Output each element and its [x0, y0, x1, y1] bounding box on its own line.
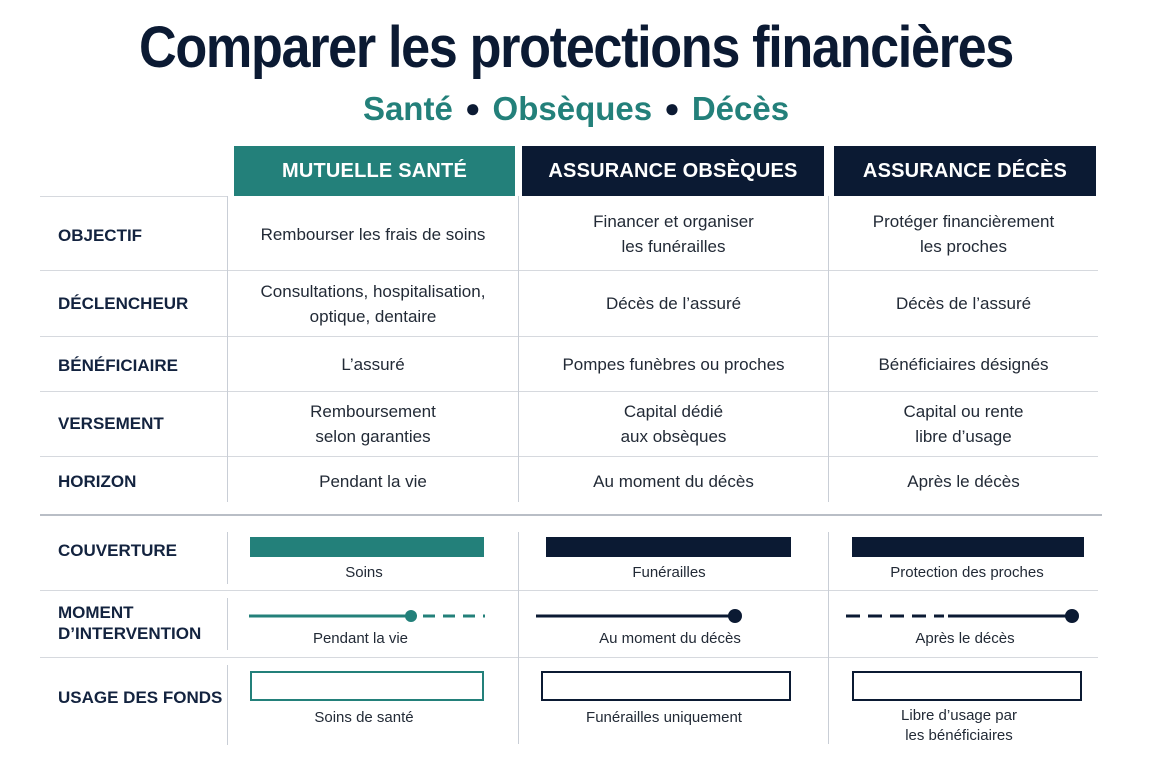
cell-line: Remboursement — [310, 402, 436, 421]
cell-objectif-mutuelle — [228, 198, 518, 270]
cell-line: libre d’usage — [915, 427, 1012, 446]
bullet-icon: ● — [664, 93, 680, 123]
moment-caption-obseques: Au moment du décès — [599, 630, 741, 647]
cell-line: Financer et organiser — [593, 212, 754, 231]
cell-line: Rembourser les frais de soins — [260, 224, 486, 244]
page-title: Comparer les protections financières — [139, 15, 1013, 80]
cell-versement-deces — [829, 392, 1098, 456]
cell-line: Capital ou rente — [903, 402, 1024, 421]
timeline-obseques — [534, 606, 749, 626]
cell-line: optique, dentaire — [309, 306, 437, 326]
row-label-moment — [58, 602, 201, 644]
column-header-mutuelle: MUTUELLE SANTÉ — [234, 146, 515, 196]
cell-line: Pompes funèbres ou proches — [562, 354, 785, 374]
coverage-bar-obseques — [546, 537, 791, 557]
moment-caption-deces: Après le décès — [915, 630, 1015, 647]
cell-line: Au moment du décès — [593, 471, 754, 491]
cell-beneficiaire-mutuelle — [228, 337, 518, 391]
subtitle-deces: Décès — [691, 90, 790, 127]
row-label-objectif: OBJECTIF — [58, 226, 143, 245]
row-label-couverture: COUVERTURE — [58, 541, 178, 560]
column-divider — [227, 665, 228, 745]
subtitle-obseques: Obsèques — [492, 90, 653, 127]
usage-box-obseques — [541, 671, 791, 701]
usage-box-deces — [852, 671, 1082, 701]
cell-line: L’assuré — [341, 354, 405, 374]
cell-line: les proches — [920, 237, 1007, 256]
subtitle-sante: Santé — [362, 90, 453, 127]
cell-versement-obseques — [519, 392, 828, 456]
row-label-line: MOMENT — [58, 603, 134, 622]
cell-line: Après le décès — [907, 471, 1020, 491]
caption-line: Libre d’usage par — [901, 707, 1017, 724]
row-divider — [40, 657, 1098, 658]
coverage-caption-deces: Protection des proches — [890, 564, 1044, 581]
cell-declencheur-mutuelle — [228, 271, 518, 336]
cell-line: Décès de l’assuré — [895, 294, 1032, 313]
page-subtitle — [0, 90, 1152, 128]
cell-objectif-obseques — [519, 198, 828, 270]
cell-line: Protéger financièrement — [872, 212, 1055, 231]
row-label-line: D’INTERVENTION — [58, 624, 202, 643]
caption-line: les bénéficiaires — [905, 727, 1013, 744]
moment-caption-mutuelle: Pendant la vie — [312, 630, 409, 647]
row-divider — [40, 196, 228, 197]
coverage-bar-mutuelle — [250, 537, 484, 557]
cell-line: selon garanties — [315, 427, 431, 446]
coverage-caption-mutuelle: Soins — [345, 564, 383, 581]
cell-versement-mutuelle — [228, 392, 518, 456]
timeline-marker — [405, 610, 417, 622]
coverage-bar-deces — [852, 537, 1084, 557]
section-divider — [40, 514, 1102, 516]
cell-line: Pendant la vie — [319, 471, 427, 491]
row-label-beneficiaire: BÉNÉFICIAIRE — [58, 356, 178, 375]
row-divider — [40, 590, 1098, 591]
cell-declencheur-deces — [829, 271, 1098, 336]
timeline-marker — [728, 609, 742, 623]
cell-line: Décès de l’assuré — [605, 294, 742, 313]
cell-declencheur-obseques — [519, 271, 828, 336]
column-header-deces: ASSURANCE DÉCÈS — [834, 146, 1096, 196]
usage-caption-deces — [829, 706, 1089, 746]
column-header-obseques: ASSURANCE OBSÈQUES — [522, 146, 824, 196]
row-label-horizon: HORIZON — [58, 472, 137, 491]
cell-objectif-deces — [829, 198, 1098, 270]
usage-box-mutuelle — [250, 671, 484, 701]
usage-caption-obseques: Funérailles uniquement — [586, 709, 742, 726]
cell-horizon-mutuelle — [228, 457, 518, 505]
timeline-mutuelle — [245, 606, 490, 626]
cell-line: les funérailles — [621, 237, 726, 256]
coverage-caption-obseques: Funérailles — [632, 564, 706, 581]
timeline-marker — [1065, 609, 1079, 623]
cell-line: Consultations, hospitalisation, — [260, 281, 486, 301]
usage-caption-mutuelle: Soins de santé — [314, 709, 414, 726]
cell-beneficiaire-deces — [829, 337, 1098, 391]
cell-line: Capital dédié — [623, 402, 724, 421]
cell-horizon-deces — [829, 457, 1098, 505]
bullet-icon: ● — [464, 93, 481, 123]
row-label-usage: USAGE DES FONDS — [58, 688, 223, 707]
cell-line: Bénéficiaires désignés — [878, 354, 1049, 374]
cell-line: aux obsèques — [620, 427, 727, 446]
row-label-declencheur: DÉCLENCHEUR — [58, 294, 189, 313]
timeline-deces — [844, 606, 1084, 626]
row-label-versement: VERSEMENT — [58, 414, 164, 433]
cell-beneficiaire-obseques — [519, 337, 828, 391]
cell-horizon-obseques — [519, 457, 828, 505]
